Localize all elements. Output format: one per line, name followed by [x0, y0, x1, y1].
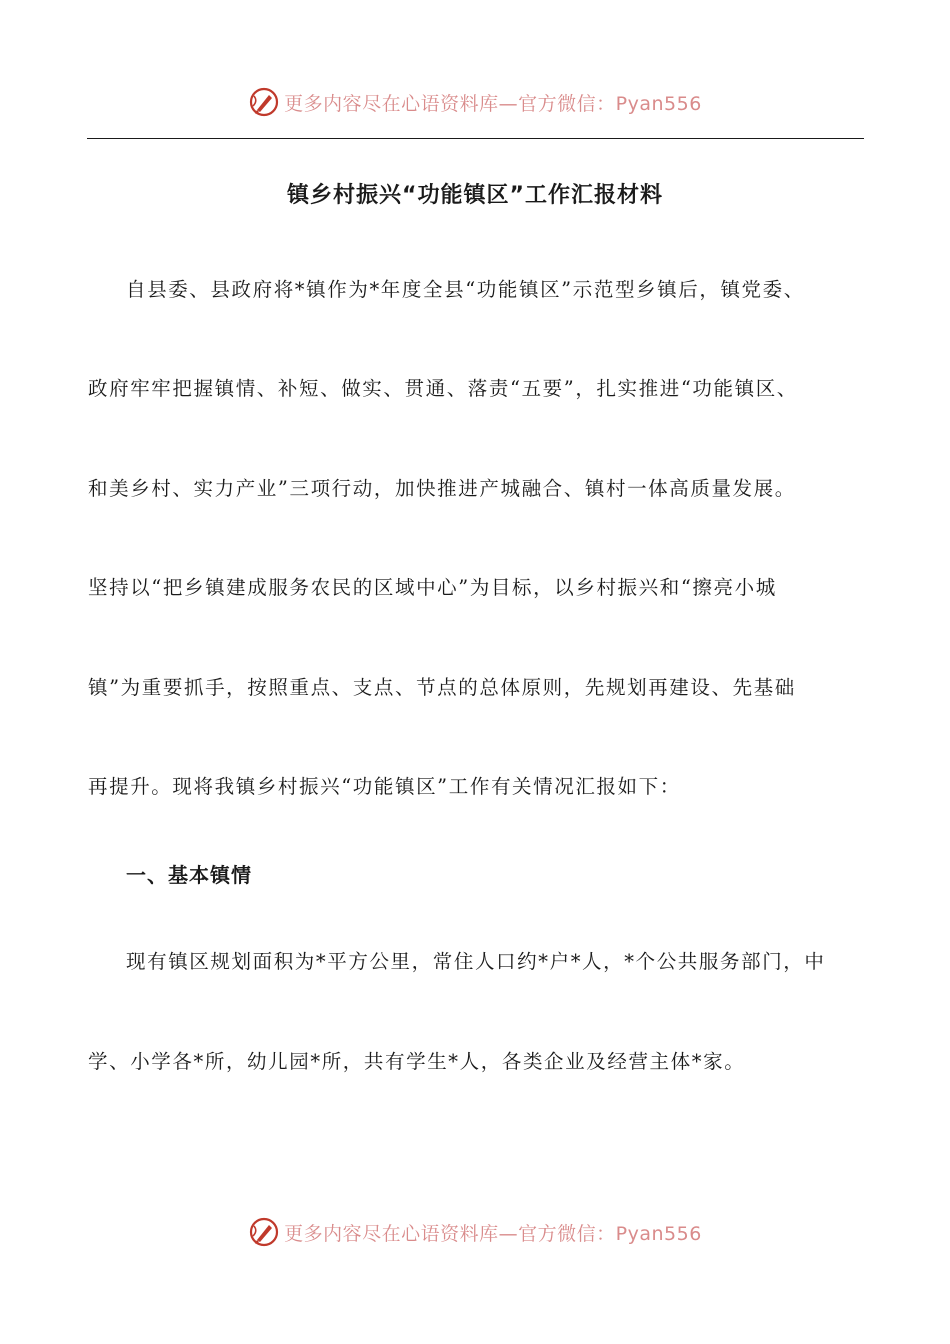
header-banner-text: 更多内容尽在心语资料库—官方微信：Pyan556	[284, 92, 702, 115]
header-divider	[87, 138, 864, 139]
paragraph-line: 镇”为重要抓手，按照重点、支点、节点的总体原则，先规划再建设、先基础	[88, 676, 796, 699]
paragraph-line: 政府牢牢把握镇情、补短、做实、贯通、落责“五要”，扎实推进“功能镇区、	[88, 377, 798, 400]
document-title: 镇乡村振兴“功能镇区”工作汇报材料	[287, 183, 663, 208]
paragraph-line: 自县委、县政府将*镇作为*年度全县“功能镇区”示范型乡镇后，镇党委、	[126, 278, 805, 301]
footer-banner	[0, 1212, 950, 1252]
section-heading: 一、基本镇情	[126, 863, 252, 887]
paragraph-line: 坚持以“把乡镇建成服务农民的区域中心”为目标，以乡村振兴和“擦亮小城	[88, 576, 777, 599]
pen-logo-icon	[248, 86, 280, 118]
paragraph-line: 再提升。现将我镇乡村振兴“功能镇区”工作有关情况汇报如下：	[88, 775, 681, 798]
pen-logo-icon	[248, 1216, 280, 1248]
paragraph-line: 现有镇区规划面积为*平方公里，常住人口约*户*人，*个公共服务部门，中	[126, 950, 826, 973]
paragraph-line: 和美乡村、实力产业”三项行动，加快推进产城融合、镇村一体高质量发展。	[88, 477, 796, 500]
header-banner	[0, 82, 950, 122]
footer-banner-text: 更多内容尽在心语资料库—官方微信：Pyan556	[284, 1222, 702, 1245]
paragraph-line: 学、小学各*所，幼儿园*所，共有学生*人，各类企业及经营主体*家。	[88, 1050, 746, 1073]
